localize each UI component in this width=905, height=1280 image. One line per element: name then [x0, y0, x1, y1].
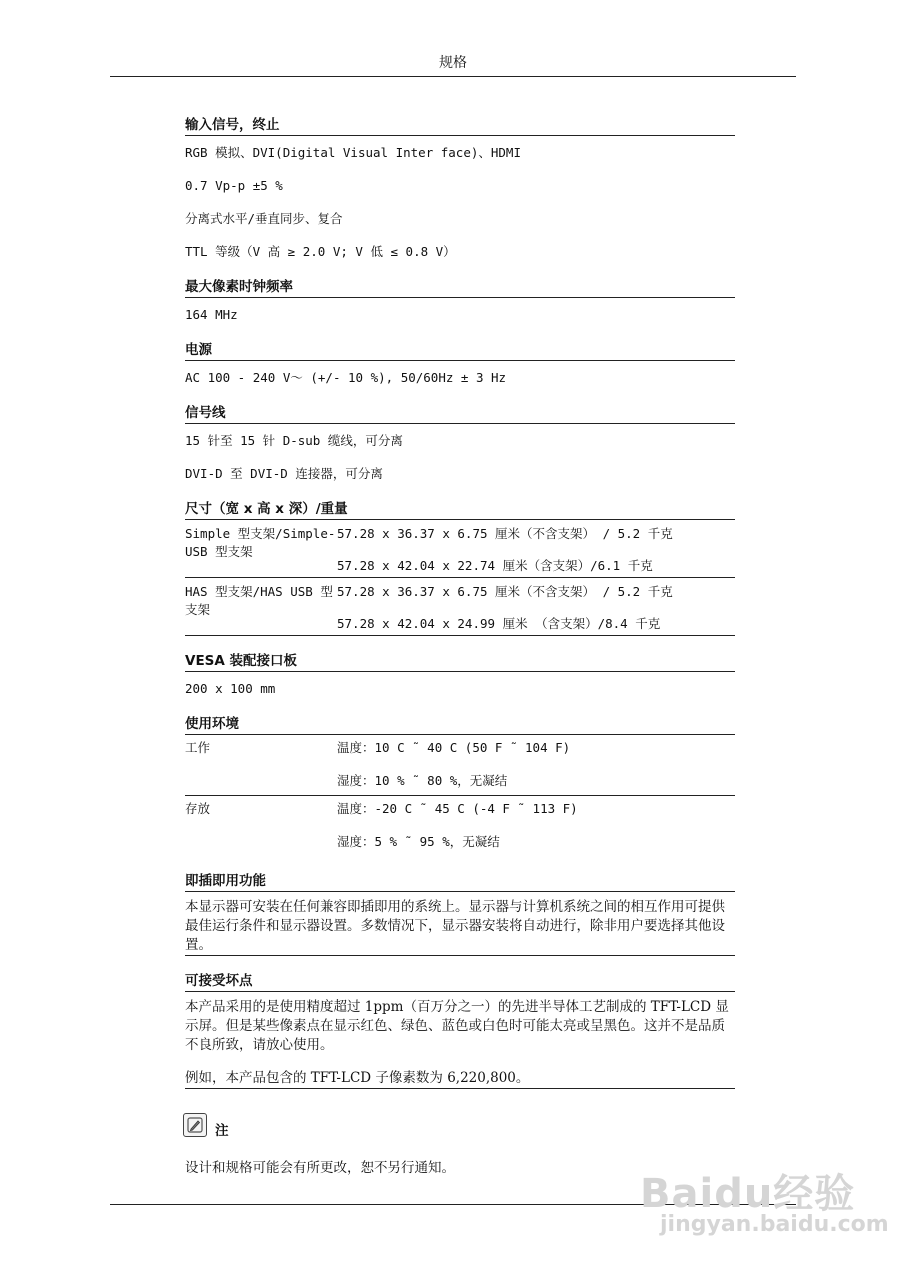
row-label: 存放	[185, 801, 211, 816]
row-label: HAS 型支架/HAS USB 型支架	[185, 584, 333, 617]
section-title: 即插即用功能	[185, 869, 735, 892]
spec-line: 0.7 Vp-p ±5 %	[185, 178, 283, 193]
note-label: 注	[215, 1123, 229, 1139]
spec-line: 164 MHz	[185, 307, 238, 322]
row-value: 温度：-20 C ˜ 45 C (-4 F ˜ 113 F)	[337, 801, 578, 816]
section-title: 信号线	[185, 401, 735, 424]
table-row	[185, 796, 735, 856]
section-title: 尺寸（宽 x 高 x 深）/重量	[185, 497, 735, 520]
section-title: 电源	[185, 338, 735, 361]
spec-line: AC 100 - 240 V～ (+/- 10 %), 50/60Hz ± 3 Hz	[185, 370, 507, 385]
spec-line: 200 x 100 mm	[185, 681, 276, 696]
spec-line: RGB 模拟、DVI(Digital Visual Inter face)、HDMI	[185, 145, 521, 160]
section-title: 输入信号，终止	[185, 113, 735, 136]
header-divider	[110, 76, 796, 77]
section-vesa	[185, 649, 735, 699]
baidu-watermark	[640, 1150, 890, 1270]
note-pencil-icon	[183, 1113, 207, 1137]
spec-line: 15 针至 15 针 D-sub 缆线，可分离	[185, 433, 403, 448]
row-label: Simple 型支架/Simple-USB 型支架	[185, 526, 336, 559]
section-input-signal	[185, 113, 735, 262]
row-value: 57.28 x 36.37 x 6.75 厘米（不含支架） / 5.2 千克	[337, 526, 673, 541]
section-dimensions	[185, 497, 735, 636]
note-block	[183, 1111, 229, 1139]
row-label: 工作	[185, 740, 211, 755]
section-title: 使用环境	[185, 712, 735, 735]
row-value: 温度：10 C ˜ 40 C (50 F ˜ 104 F)	[337, 740, 571, 755]
paragraph: 例如，本产品包含的 TFT-LCD 子像素数为 6,220,800。	[185, 1069, 735, 1089]
spec-line: TTL 等级（V 高 ≥ 2.0 V; V 低 ≤ 0.8 V）	[185, 244, 456, 259]
spec-line: DVI-D 至 DVI-D 连接器，可分离	[185, 466, 383, 481]
row-value: 湿度：5 % ˜ 95 %，无凝结	[337, 834, 500, 849]
watermark-url: jingyan.baidu.com	[660, 1212, 889, 1237]
section-title: 可接受坏点	[185, 969, 735, 992]
section-title: VESA 装配接口板	[185, 649, 735, 672]
section-title: 最大像素时钟频率	[185, 275, 735, 298]
section-pixel-clock	[185, 275, 735, 325]
section-environment	[185, 712, 735, 856]
row-value: 57.28 x 36.37 x 6.75 厘米（不含支架） / 5.2 千克	[337, 584, 673, 599]
table-row	[185, 735, 735, 796]
paragraph: 本显示器可安装在任何兼容即插即用的系统上。显示器与计算机系统之间的相互作用可提供最佳运行条件和显示器设置。多数情况下，显示器安装将自动进行，除非用户要选择其他设置。	[185, 898, 735, 956]
row-value: 湿度：10 % ˜ 80 %，无凝结	[337, 773, 508, 788]
section-plug-and-play	[185, 869, 735, 956]
watermark-logo-text: Baidu经验	[640, 1171, 856, 1217]
section-signal-cable	[185, 401, 735, 484]
spec-content	[185, 113, 735, 1102]
section-power	[185, 338, 735, 388]
table-row	[185, 578, 735, 636]
table-row	[185, 520, 735, 578]
spec-line: 分离式水平/垂直同步、复合	[185, 211, 343, 226]
section-dead-pixel	[185, 969, 735, 1089]
row-value: 57.28 x 42.04 x 22.74 厘米（含支架）/6.1 千克	[337, 558, 653, 573]
row-value: 57.28 x 42.04 x 24.99 厘米 （含支架）/8.4 千克	[337, 616, 661, 631]
note-text: 设计和规格可能会有所更改，恕不另行通知。	[185, 1160, 455, 1176]
page-header: 规格	[439, 55, 467, 71]
paragraph: 本产品采用的是使用精度超过 1ppm（百万分之一）的先进半导体工艺制成的 TFT-LCD 显示屏。但是某些像素点在显示红色、绿色、蓝色或白色时可能太亮或呈黑色。这并不是品质不良所致，请放心使用。	[185, 999, 729, 1053]
